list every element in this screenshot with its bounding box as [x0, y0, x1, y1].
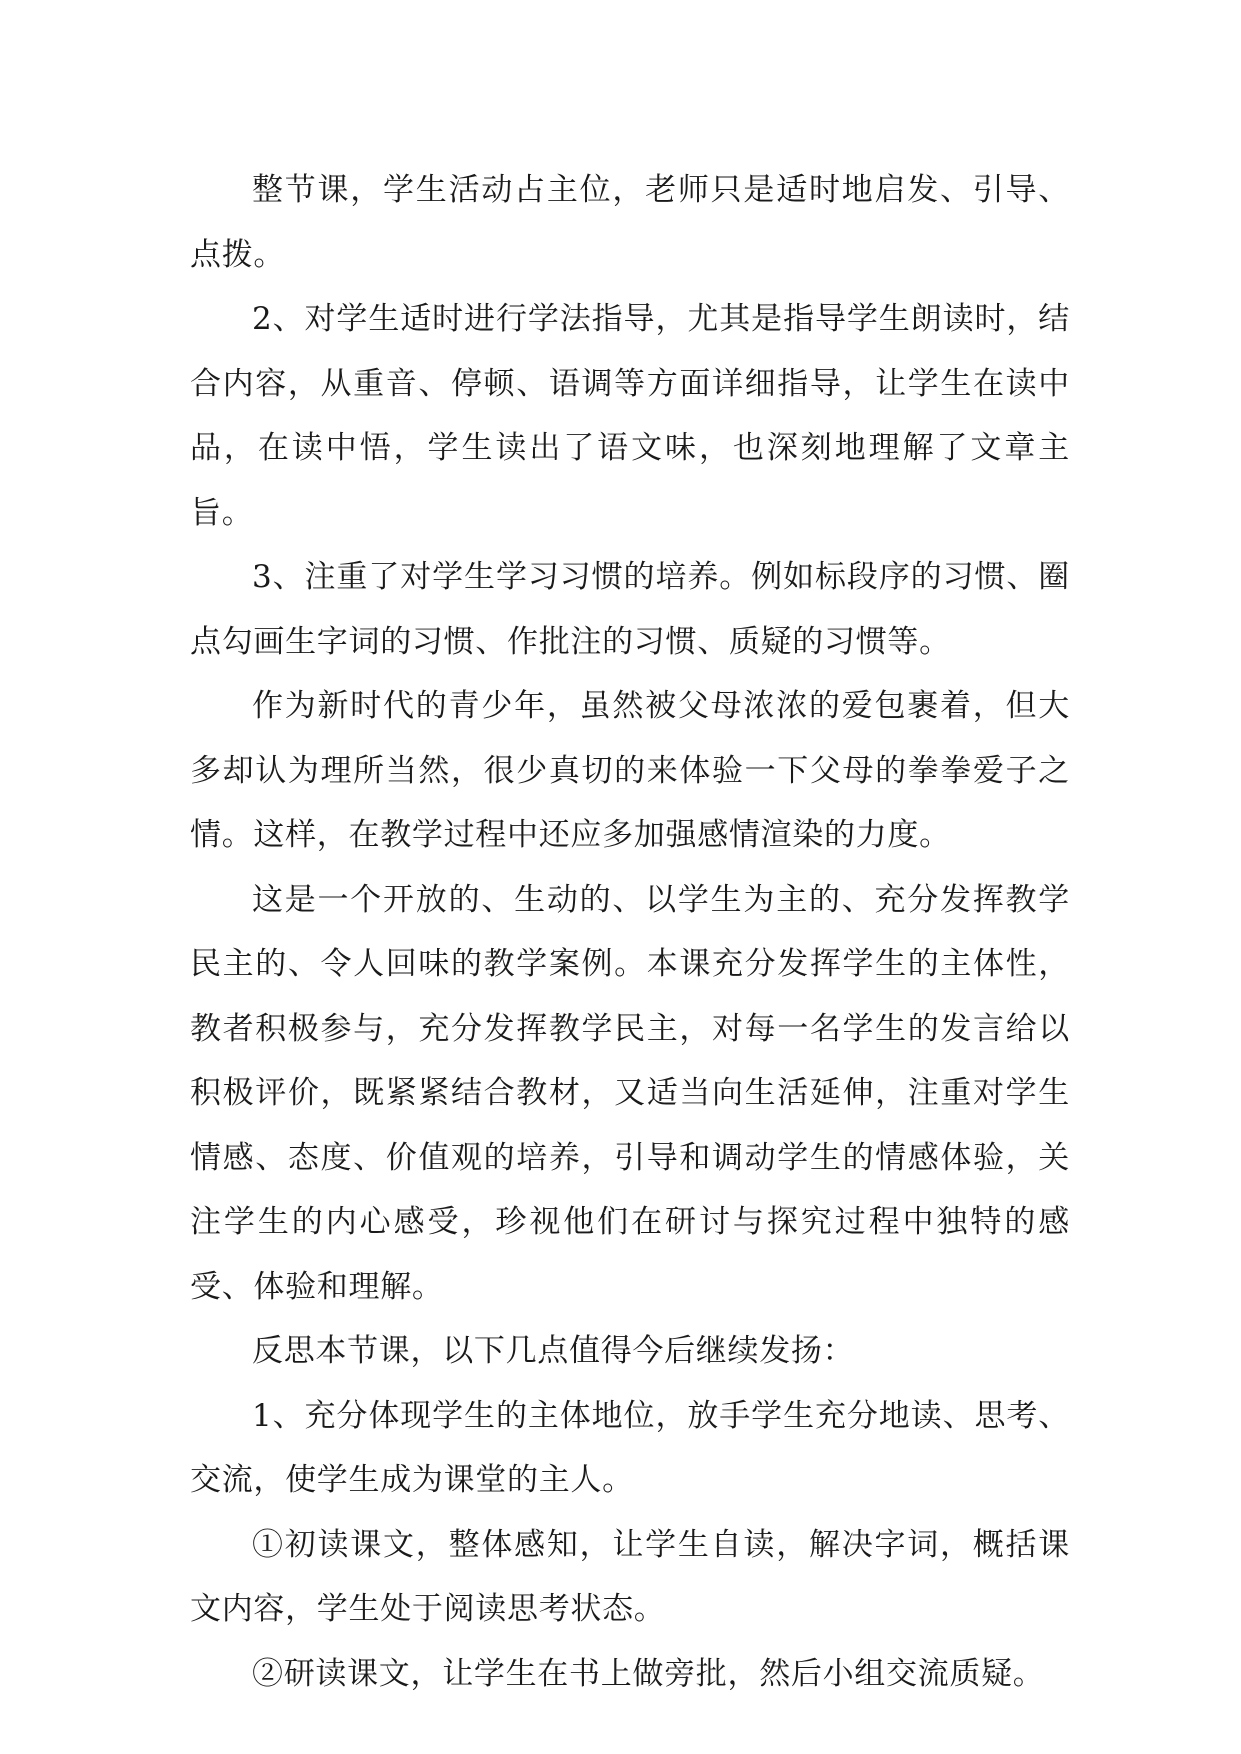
paragraph-9: ②研读课文，让学生在书上做旁批，然后小组交流质疑。 [252, 1655, 1045, 1692]
paragraph-8: ①初读课文，整体感知，让学生自读，解决字词，概括课文内容，学生处于阅读思考状态。 [190, 1526, 1070, 1627]
paragraph-2: 2、对学生适时进行学法指导，尤其是指导学生朗读时，结合内容，从重音、停顿、语调等方面详细指导，让学生在读中品，在读中悟，学生读出了语文味，也深刻地理解了文章主旨。 [190, 301, 1070, 531]
document-body [190, 158, 1070, 1706]
paragraph-6: 反思本节课，以下几点值得今后继续发扬： [252, 1333, 855, 1369]
paragraph-3: 3、注重了对学生学习习惯的培养。例如标段序的习惯、圈点勾画生字词的习惯、作批注的习惯、质疑的习惯等。 [190, 559, 1070, 660]
paragraph-5: 这是一个开放的、生动的、以学生为主的、充分发挥教学民主的、令人回味的教学案例。本课充分发挥学生的主体性，教者积极参与，充分发挥教学民主，对每一名学生的发言给以积极评价，既紧紧结合教材，又适当向生活延伸，注重对学生情感、态度、价值观的培养，引导和调动学生的情感体验，关注学生的内心感受，珍视他们在研讨与探究过程中独特的感受、体验和理解。 [190, 881, 1070, 1305]
paragraph-7: 1、充分体现学生的主体地位，放手学生充分地读、思考、交流，使学生成为课堂的主人。 [190, 1397, 1070, 1498]
paragraph-1: 整节课，学生活动占主位，老师只是适时地启发、引导、点拨。 [190, 172, 1070, 273]
paragraph-4: 作为新时代的青少年，虽然被父母浓浓的爱包裹着，但大多却认为理所当然，很少真切的来体验一下父母的拳拳爱子之情。这样，在教学过程中还应多加强感情渲染的力度。 [190, 688, 1070, 853]
